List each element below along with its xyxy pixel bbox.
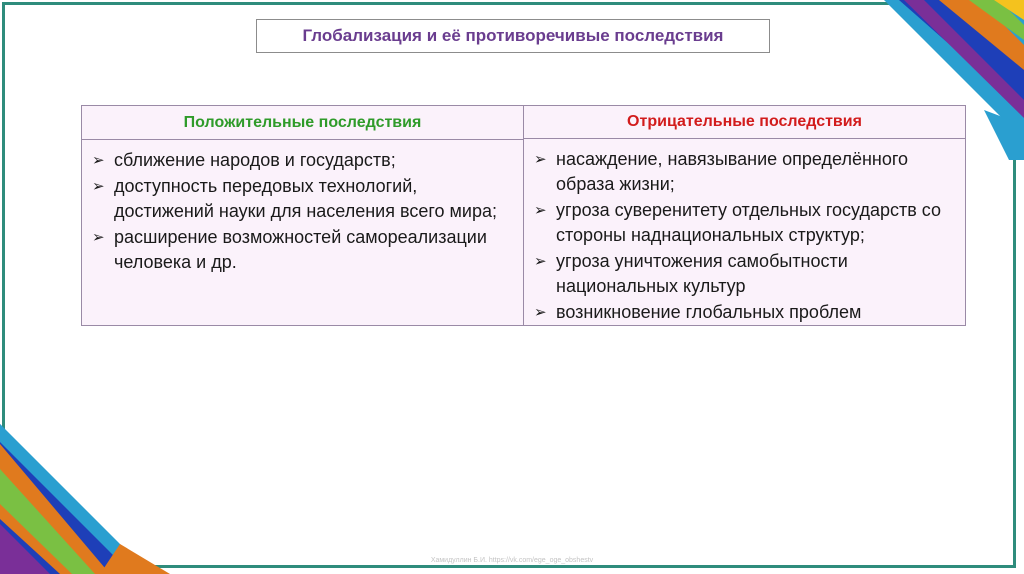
list-item-text: доступность передовых технологий, достижений науки для населения всего мира; (114, 175, 497, 221)
positive-column (82, 106, 524, 325)
title-box (256, 19, 770, 53)
list-item-text: сближение народов и государств; (114, 150, 396, 170)
positive-body (82, 140, 523, 276)
list-item (90, 225, 517, 276)
list-item (90, 148, 517, 174)
list-item (532, 198, 959, 249)
consequences-table (81, 105, 966, 326)
page-title: Глобализация и её противоречивые последствия (302, 26, 724, 45)
list-item-text: угроза суверенитету отдельных государств со стороны наднациональных структур; (556, 199, 942, 245)
arrow-bullet-icon: ➢ (92, 177, 105, 195)
arrow-bullet-icon: ➢ (92, 152, 105, 169)
list-item (532, 300, 959, 326)
list-item (90, 174, 517, 225)
list-item-text: угроза уничтожения самобытности национальных культур (556, 250, 848, 296)
arrow-bullet-icon: ➢ (534, 201, 547, 219)
arrow-bullet-icon: ➢ (534, 303, 547, 321)
negative-list (532, 147, 959, 326)
corner-decoration-bottom-left (0, 424, 170, 574)
footer-credit: Хамидуллин Б.И. https://vk.com/ege_oge_obshestv (430, 557, 594, 564)
list-item-text: расширение возможностей самореализации человека и др. (114, 226, 487, 272)
arrow-bullet-icon: ➢ (534, 252, 547, 270)
positive-header: Положительные последствия (82, 106, 523, 140)
list-item (532, 147, 959, 198)
arrow-bullet-icon: ➢ (92, 228, 105, 246)
list-item-text: возникновение глобальных проблем (556, 301, 862, 322)
arrow-bullet-icon: ➢ (534, 150, 547, 168)
list-item (532, 249, 959, 300)
negative-body (524, 139, 965, 326)
negative-header: Отрицательные последствия (524, 106, 965, 139)
positive-list (90, 148, 517, 276)
negative-column (524, 106, 965, 325)
list-item-text: насаждение, навязывание определённого образа жизни; (556, 148, 909, 194)
